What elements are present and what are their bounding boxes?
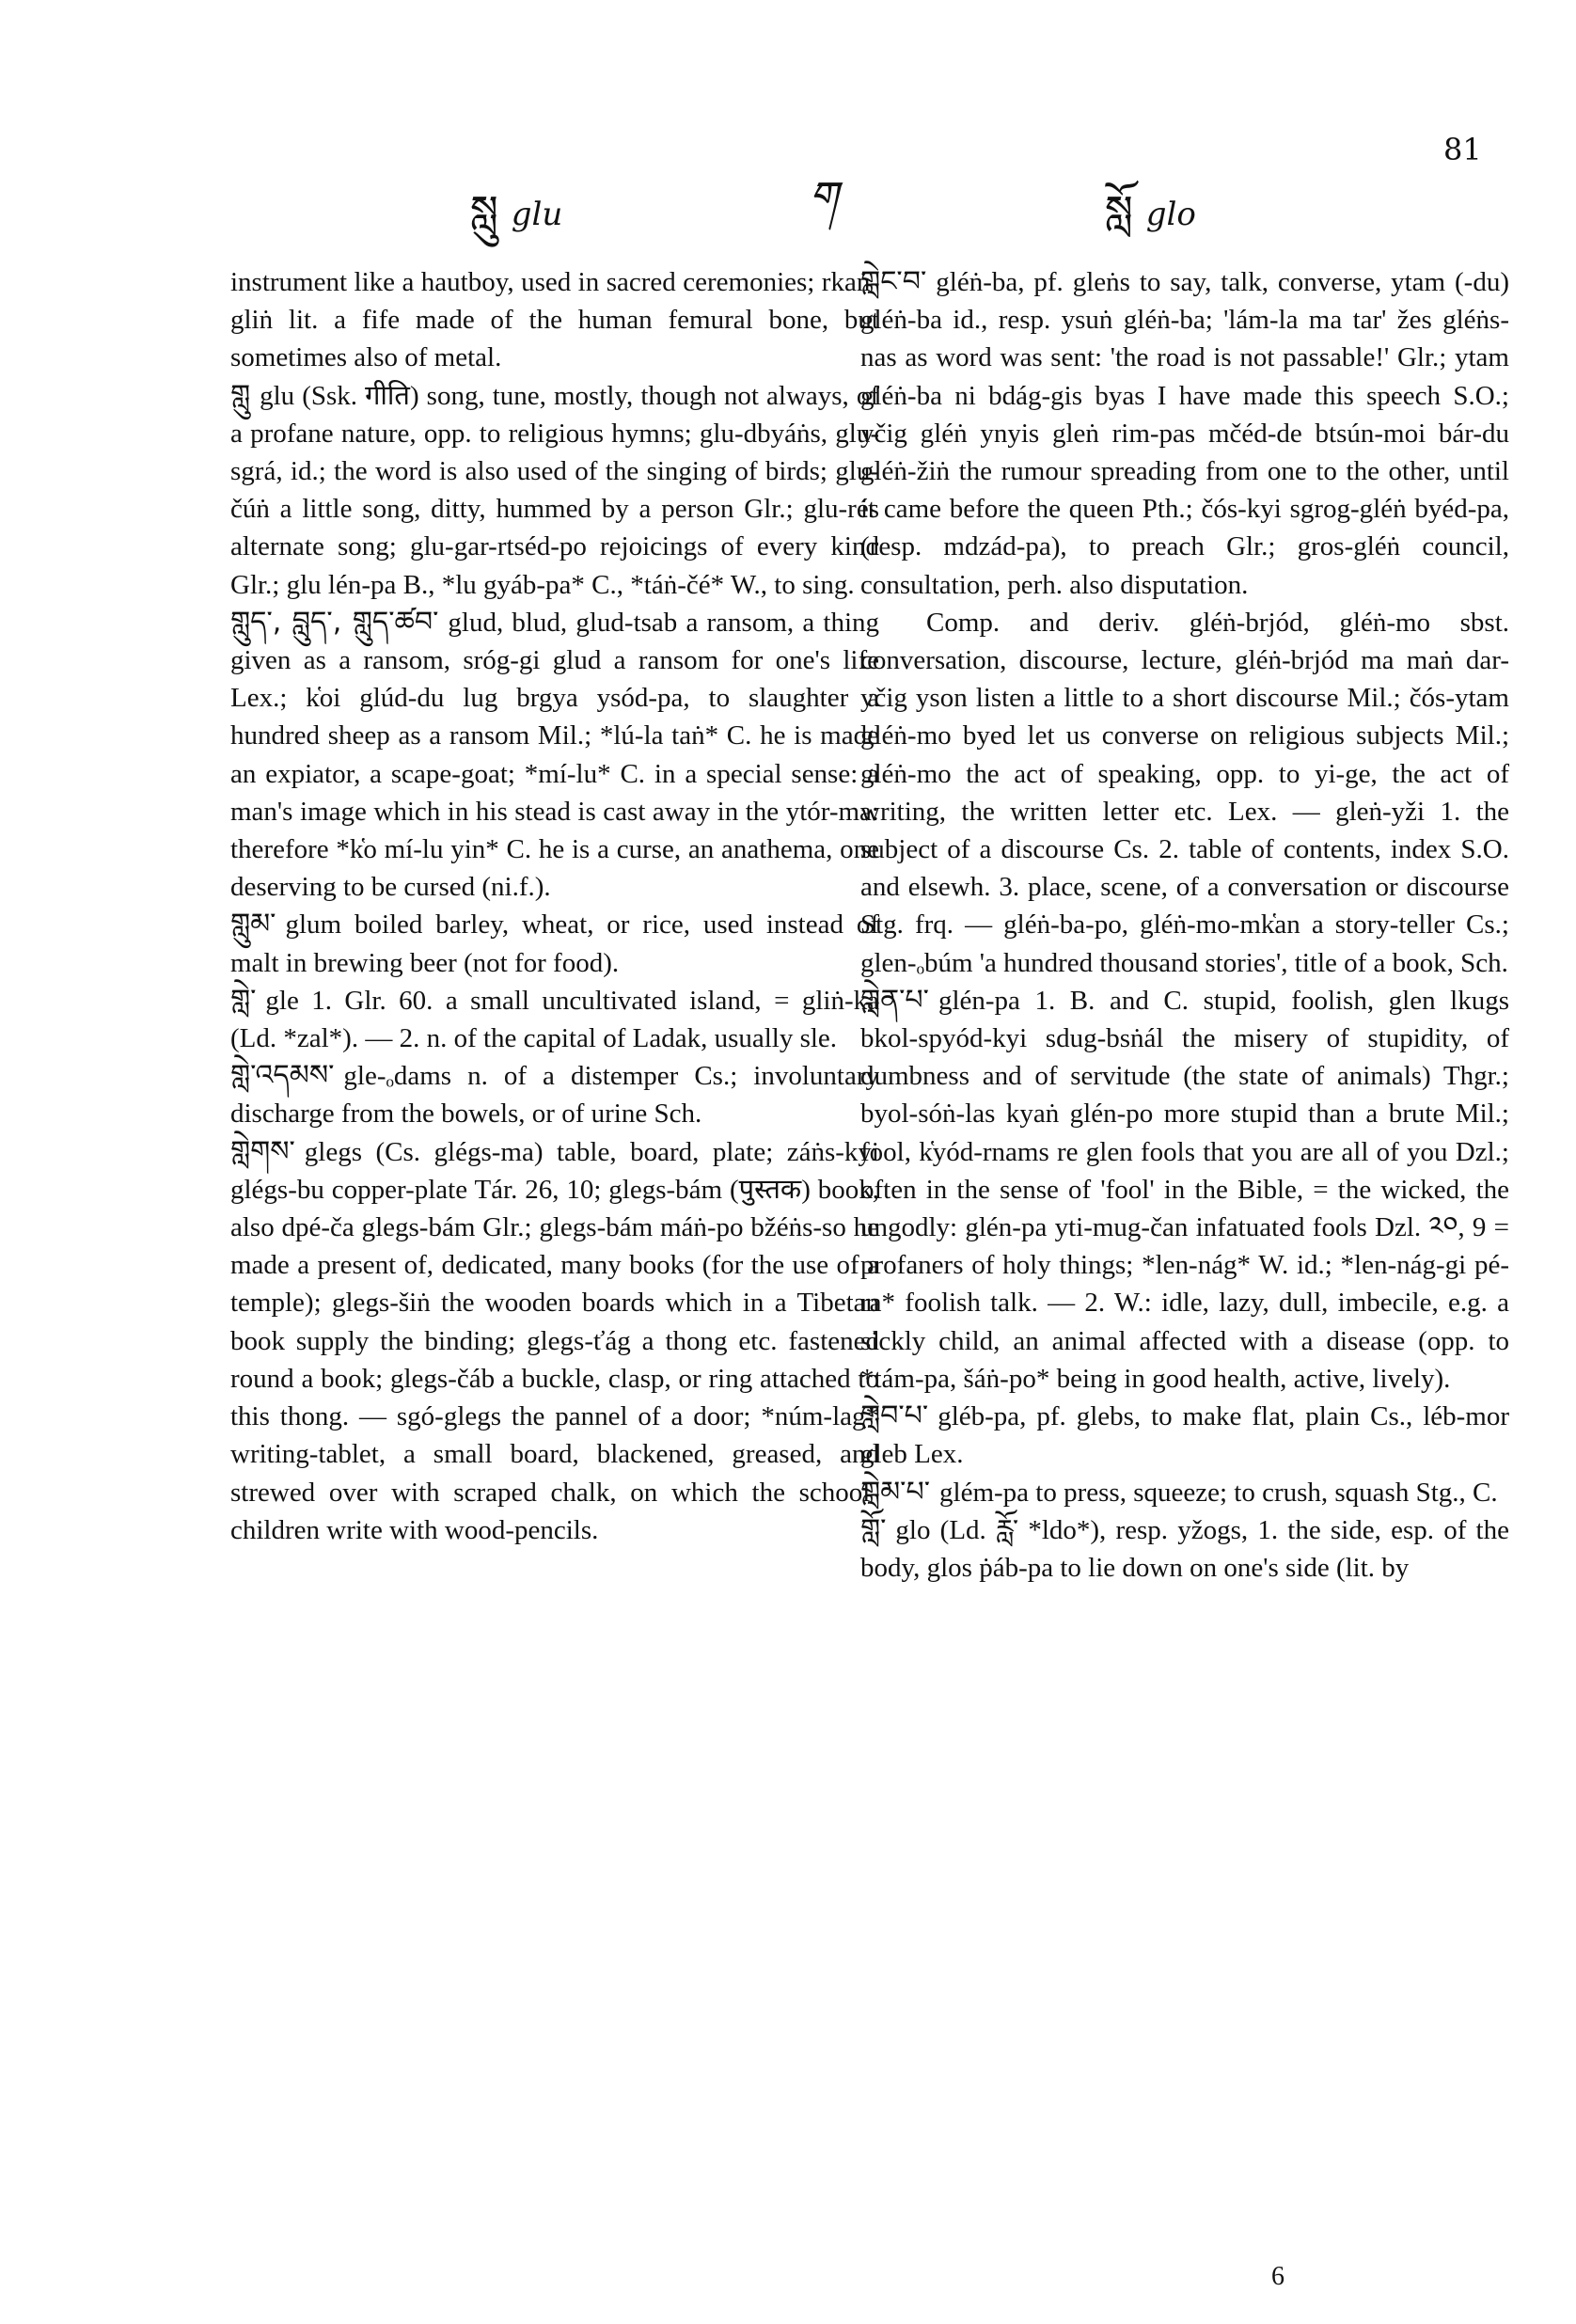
- entry-text: glud, blud, glud-tsab a ransom, a thing given as a ransom, sróg-gi glud a ransom for one's life Lex.; k̔oi glúd-du lug brgya ysód-pa, to slaughter a hundred sheep as a ransom Mil.; *lú-la taṅ* C. he is made an expiator, a scape-goat; *mí-lu* C. in a special sense: a man's image which in his stead is cast away in the ytór-ma: therefore *k̔o mí-lu yin* C. he is a curse, an anathema, one deserving to be cursed (ni.f.).: [230, 607, 880, 903]
- entry-text: glo (Ld. རློ་ *ldo*), resp. yžogs, 1. the side, esp. of the body, glos ṗáb-pa to lie down on one's side (lit. by: [860, 1514, 1509, 1583]
- entry-text: glum boiled barley, wheat, or rice, used instead of malt in brewing beer (not for food).: [230, 909, 879, 978]
- right-column: [860, 263, 1509, 1587]
- dictionary-entry: [230, 263, 879, 377]
- page-header: [0, 122, 1576, 235]
- entry-text: gle-ₒdams n. of a distemper Cs.; involuntary discharge from the bowels, or of urine Sch.: [230, 1061, 879, 1130]
- dictionary-entry: [230, 604, 879, 907]
- entry-headword-tibetan: གླེབ་པ་: [860, 1399, 929, 1433]
- entry-headword-tibetan: གླེ་འདམས་: [230, 1059, 335, 1093]
- left-head-tibetan: སླུ: [470, 187, 498, 235]
- entry-headword-tibetan: གླེ་: [230, 983, 257, 1017]
- dictionary-entry: [230, 906, 879, 981]
- left-head-word: glu: [511, 196, 563, 233]
- entry-text: gléb-pa, pf. glebs, to make flat, plain Cs., léb-mor gleb Lex.: [860, 1401, 1509, 1470]
- signature-mark: 6: [1271, 2262, 1284, 2291]
- right-head-word: glo: [1145, 196, 1196, 233]
- left-column: [230, 263, 879, 1549]
- dictionary-entry: [230, 1133, 879, 1549]
- entry-text: Comp. and deriv. gléṅ-brjód, gléṅ-mo sbst. conversation, discourse, lecture, gléṅ-brjód ma maṅ dar-yčig yson listen a little to a short discourse Mil.; čós-ytam gléṅ-mo byed let us converse on religious subjects Mil.; gléṅ-mo the act of speaking, opp. to yi-ge, the act of writing, the written letter etc. Lex. — gleṅ-yži 1. the subject of a discourse Cs. 2. table of contents, index S.O. and elsewh. 3. place, scene, of a conversation or discourse Stg. frq. — gléṅ-ba-po, gléṅ-mo-mk̔an a story-teller Cs.; glen-ₒbúm 'a hundred thousand stories', title of a book, Sch.: [860, 607, 1509, 978]
- right-head-tibetan: སློ: [1105, 187, 1133, 235]
- entry-headword-tibetan: གླུམ་: [230, 908, 276, 941]
- entry-headword-tibetan: གླེམ་པ་: [860, 1475, 931, 1509]
- entry-headword-tibetan: གླེགས་: [230, 1134, 295, 1168]
- dictionary-entry: [860, 1474, 1509, 1511]
- dictionary-entry: [230, 982, 879, 1057]
- entry-headword-tibetan: གླུ: [230, 378, 251, 412]
- entry-text: glegs (Cs. glégs-ma) table, board, plate; záṅs-kyi glégs-bu copper-plate Tár. 26, 10; glegs-bám (पुस्तक) book, also dpé-ča glegs-bám Glr.; glegs-bám máṅ-po bžéṅs-so he made a present of, dedicated, many books (for the use of a temple); glegs-šiṅ the wooden boards which in a Tibetan book supply the binding; glegs-ťág a thong etc. fastened round a book; glegs-čáb a buckle, clasp, or ring attached to this thong. — sgó-glegs the pannel of a door; *núm-lag* writing-tablet, a small board, blackened, greased, and strewed over with scraped chalk, on which the school-children write with wood-pencils.: [230, 1136, 879, 1545]
- entry-text: glén-pa 1. B. and C. stupid, foolish, glen lkugs bkol-spyód-kyi sdug-bsṅál the misery of stupidity, of dumbness and of servitude (the state of animals) Thgr.; byol-sóṅ-las kyaṅ glén-po more stupid than a brute Mil.; fool, k̔yód-rnams re glen fools that you are all of you Dzl.; often in the sense of 'fool' in the Bible, = the wicked, the ungodly: glén-pa yti-mug-čan infatuated fools Dzl. ༢༠, 9 = profaners of holy things; *len-nág* W. id.; *len-nág-gi pé-ra* foolish talk. — 2. W.: idle, lazy, dull, imbecile, e.g. a sickly child, an animal affected with a disease (opp. to *tám-pa, šáṅ-po* being in good health, active, lively).: [860, 985, 1509, 1394]
- page-number: 81: [1443, 132, 1482, 167]
- dictionary-entry: [860, 604, 1509, 982]
- dictionary-entry: [860, 1398, 1509, 1473]
- dictionary-entry: [230, 377, 879, 604]
- dictionary-entry: [860, 982, 1509, 1398]
- center-letter: ག: [809, 173, 838, 221]
- dictionary-entry: [230, 1057, 879, 1132]
- entry-text: gléṅ-ba, pf. gleṅs to say, talk, converse, ytam (-du) gléṅ-ba id., resp. ysuṅ gléṅ-ba; 'lám-la ma tar' žes gléṅs-nas as word was sent: 'the road is not passable!' Glr.; ytam gléṅ-ba ni bdág-gis byas I have made this speech S.O.; yčig gléṅ ynyis gleṅ rim-pas mčéd-de btsún-moi bár-du gléṅ-žiṅ the rumour spreading from one to the other, until it came before the queen Pth.; čós-kyi sgrog-gléṅ byéd-pa, (resp. mdzád-pa), to preach Glr.; gros-gléṅ council, consultation, perh. also disputation.: [860, 267, 1509, 600]
- entry-headword-tibetan: གླུད་, བླུད་, གླུད་ཚབ་: [230, 605, 439, 639]
- entry-headword-tibetan: གླེང་བ་: [860, 265, 927, 298]
- dictionary-entry: [860, 263, 1509, 604]
- entry-text: instrument like a hautboy, used in sacred ceremonies; rkaṅ-gliṅ lit. a fife made of the human femural bone, but sometimes also of metal.: [230, 267, 879, 373]
- entry-headword-tibetan: གླེན་པ་: [860, 983, 929, 1017]
- entry-text: glém-pa to press, squeeze; to crush, squash Stg., C.: [939, 1477, 1498, 1508]
- entry-text: gle 1. Glr. 60. a small uncultivated island, = gliṅ-ka (Ld. *zal*). — 2. n. of the capital of Ladak, usually sle.: [230, 985, 879, 1054]
- entry-headword-tibetan: གློ་: [860, 1512, 887, 1546]
- entry-text: glu (Ssk. गीति) song, tune, mostly, though not always, of a profane nature, opp. to religious hymns; glu-dbyáṅs, glu-sgrá, id.; the word is also used of the singing of birds; glu-čúṅ a little song, ditty, hummed by a person Glr.; glu-rés alternate song; glu-gar-rtséd-po rejoicings of every kind Glr.; glu lén-pa B., *lu gyáb-pa* C., *táṅ-čé* W., to sing.: [230, 380, 879, 600]
- dictionary-entry: [860, 1511, 1509, 1587]
